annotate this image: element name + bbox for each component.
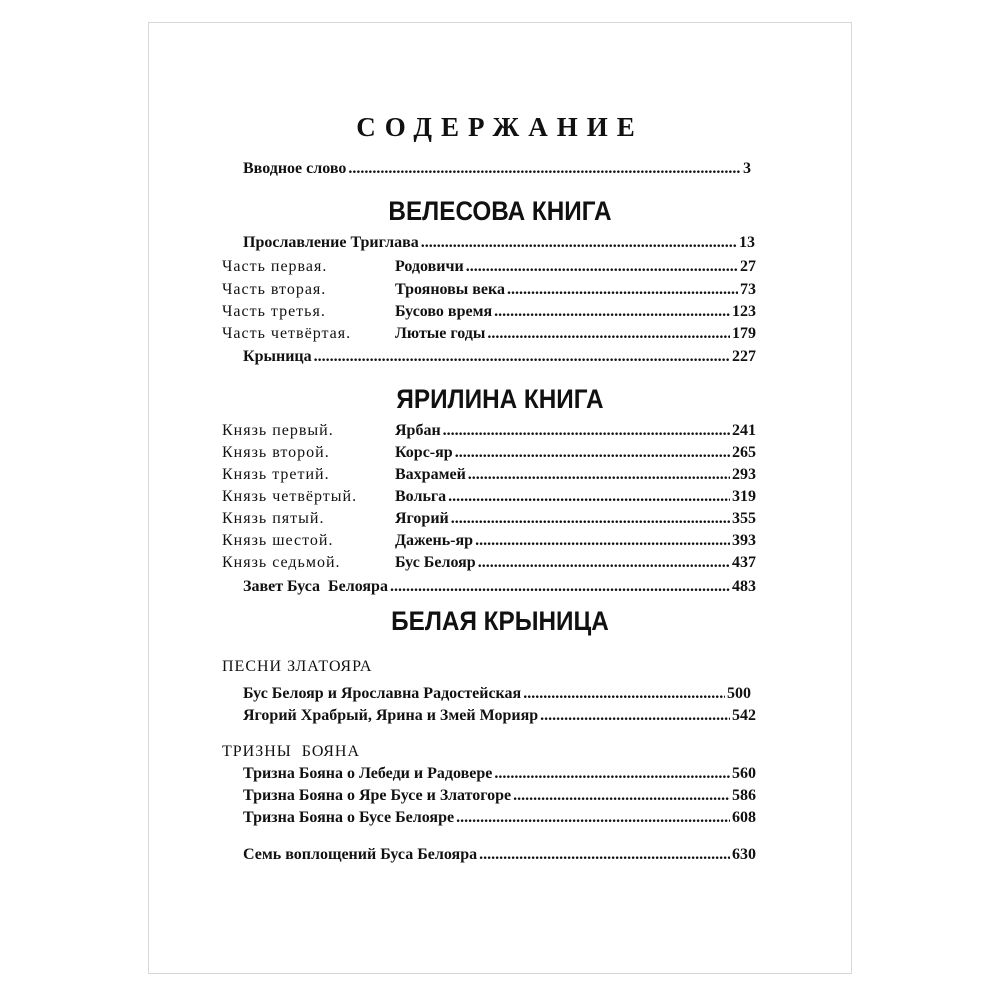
toc-entry-trizna: [243, 763, 756, 785]
dot-leader: [494, 763, 730, 785]
toc-page-number: 265: [732, 444, 756, 461]
section-heading-velesova: ВЕЛЕСОВА КНИГА: [388, 196, 612, 226]
toc-entry-text: Семь воплощений Буса Белояра: [243, 846, 478, 863]
toc-page-number: 630: [732, 846, 756, 863]
toc-entry-text: Тризна Бояна о Лебеди и Радовере: [243, 765, 493, 782]
toc-entry-text: Родовичи: [395, 258, 464, 275]
dot-leader: [494, 301, 730, 323]
toc-part-label: Часть четвёртая.: [222, 325, 352, 342]
dot-leader: [314, 346, 730, 368]
toc-prince-label: Князь второй.: [222, 444, 330, 461]
subsection-label-songs: ПЕСНИ ЗЛАТОЯРА: [222, 658, 373, 675]
toc-entry-part: [222, 279, 756, 301]
toc-entry-text: Вахрамей: [395, 466, 466, 483]
toc-page-number: 13: [739, 234, 755, 251]
toc-entry-zavet: [243, 576, 756, 598]
toc-prince-label: Князь четвёртый.: [222, 488, 358, 505]
toc-entry-prince: [222, 420, 756, 442]
toc-entry-text: Тризна Бояна о Яре Бусе и Златогоре: [243, 787, 512, 804]
dot-leader: [540, 705, 730, 727]
subsection-label-trizny: ТРИЗНЫ БОЯНА: [222, 743, 361, 760]
toc-entry-prince: [222, 508, 756, 530]
toc-entry-intro: [243, 158, 751, 180]
toc-entry-text: Крыница: [243, 348, 312, 365]
toc-entry-text: Вводное слово: [243, 160, 347, 177]
toc-part-label: Часть третья.: [222, 303, 326, 320]
toc-entry-text: Лютые годы: [395, 325, 486, 342]
toc-page-number: 500: [727, 685, 751, 702]
toc-entry-praise: [243, 232, 755, 254]
toc-entry-song: [243, 705, 756, 727]
toc-page-number: 227: [732, 348, 756, 365]
toc-page-number: 542: [732, 707, 756, 724]
toc-page-number: 560: [732, 765, 756, 782]
dot-leader: [487, 323, 730, 345]
toc-entry-text: Бусово время: [395, 303, 493, 320]
toc-page-number: 123: [732, 303, 756, 320]
dot-leader: [475, 530, 730, 552]
section-heading-belaya: БЕЛАЯ КРЫНИЦА: [391, 606, 609, 636]
toc-page-number: 393: [732, 532, 756, 549]
page-title: СОДЕРЖАНИЕ: [356, 112, 644, 142]
dot-leader: [468, 464, 730, 486]
toc-entry-part: [222, 323, 756, 345]
toc-entry-part: [222, 301, 756, 323]
toc-page-number: 3: [743, 160, 751, 177]
dot-leader: [390, 576, 730, 598]
toc-page-number: 27: [740, 258, 756, 275]
dot-leader: [507, 279, 738, 301]
dot-leader: [478, 552, 730, 574]
toc-entry-trizna: [243, 785, 756, 807]
dot-leader: [479, 844, 730, 866]
toc-page-number: 179: [732, 325, 756, 342]
toc-prince-label: Князь первый.: [222, 422, 334, 439]
toc-entry-sem: [243, 844, 756, 866]
toc-entry-prince: [222, 486, 756, 508]
dot-leader: [456, 807, 730, 829]
toc-prince-label: Князь седьмой.: [222, 554, 341, 571]
dot-leader: [443, 420, 730, 442]
dot-leader: [448, 486, 730, 508]
toc-entry-text: Ягорий Храбрый, Ярина и Змей Морияр: [243, 707, 539, 724]
toc-entry-text: Бус Белояр: [395, 554, 476, 571]
dot-leader: [513, 785, 730, 807]
toc-entry-text: Прославление Триглава: [243, 234, 419, 251]
toc-entry-text: Вольга: [395, 488, 447, 505]
toc-entry-prince: [222, 442, 756, 464]
dot-leader: [421, 232, 737, 254]
toc-entry-trizna: [243, 807, 756, 829]
dot-leader: [348, 158, 741, 180]
toc-entry-text: Трояновы века: [395, 281, 505, 298]
toc-entry-prince: [222, 464, 756, 486]
toc-entry-krynitsa: [243, 346, 756, 368]
dot-leader: [523, 683, 725, 705]
toc-prince-label: Князь третий.: [222, 466, 330, 483]
toc-entry-prince: [222, 552, 756, 574]
toc-page-number: 586: [732, 787, 756, 804]
toc-entry-text: Ярбан: [395, 422, 441, 439]
toc-page-number: 319: [732, 488, 756, 505]
toc-part-label: Часть первая.: [222, 258, 328, 275]
toc-page-number: 293: [732, 466, 756, 483]
toc-page-number: 241: [732, 422, 756, 439]
toc-entry-text: Завет Буса Белояра: [243, 578, 388, 595]
dot-leader: [466, 256, 738, 278]
section-heading-yarilina: ЯРИЛИНА КНИГА: [396, 384, 604, 414]
toc-prince-label: Князь пятый.: [222, 510, 325, 527]
toc-part-label: Часть вторая.: [222, 281, 327, 298]
toc-page-number: 483: [732, 578, 756, 595]
toc-entry-text: Тризна Бояна о Бусе Белояре: [243, 809, 455, 826]
toc-entry-part: [222, 256, 756, 278]
toc-entry-prince: [222, 530, 756, 552]
toc-entry-text: Дажень-яр: [395, 532, 474, 549]
toc-entry-text: Ягорий: [395, 510, 449, 527]
toc-page-number: 73: [740, 281, 756, 298]
toc-entry-text: Бус Белояр и Ярославна Радостейская: [243, 685, 522, 702]
toc-page-number: 355: [732, 510, 756, 527]
toc-prince-label: Князь шестой.: [222, 532, 334, 549]
toc-page-number: 437: [732, 554, 756, 571]
dot-leader: [451, 508, 730, 530]
toc-page-number: 608: [732, 809, 756, 826]
toc-entry-text: Корс-яр: [395, 444, 453, 461]
dot-leader: [455, 442, 730, 464]
toc-entry-song: [243, 683, 751, 705]
